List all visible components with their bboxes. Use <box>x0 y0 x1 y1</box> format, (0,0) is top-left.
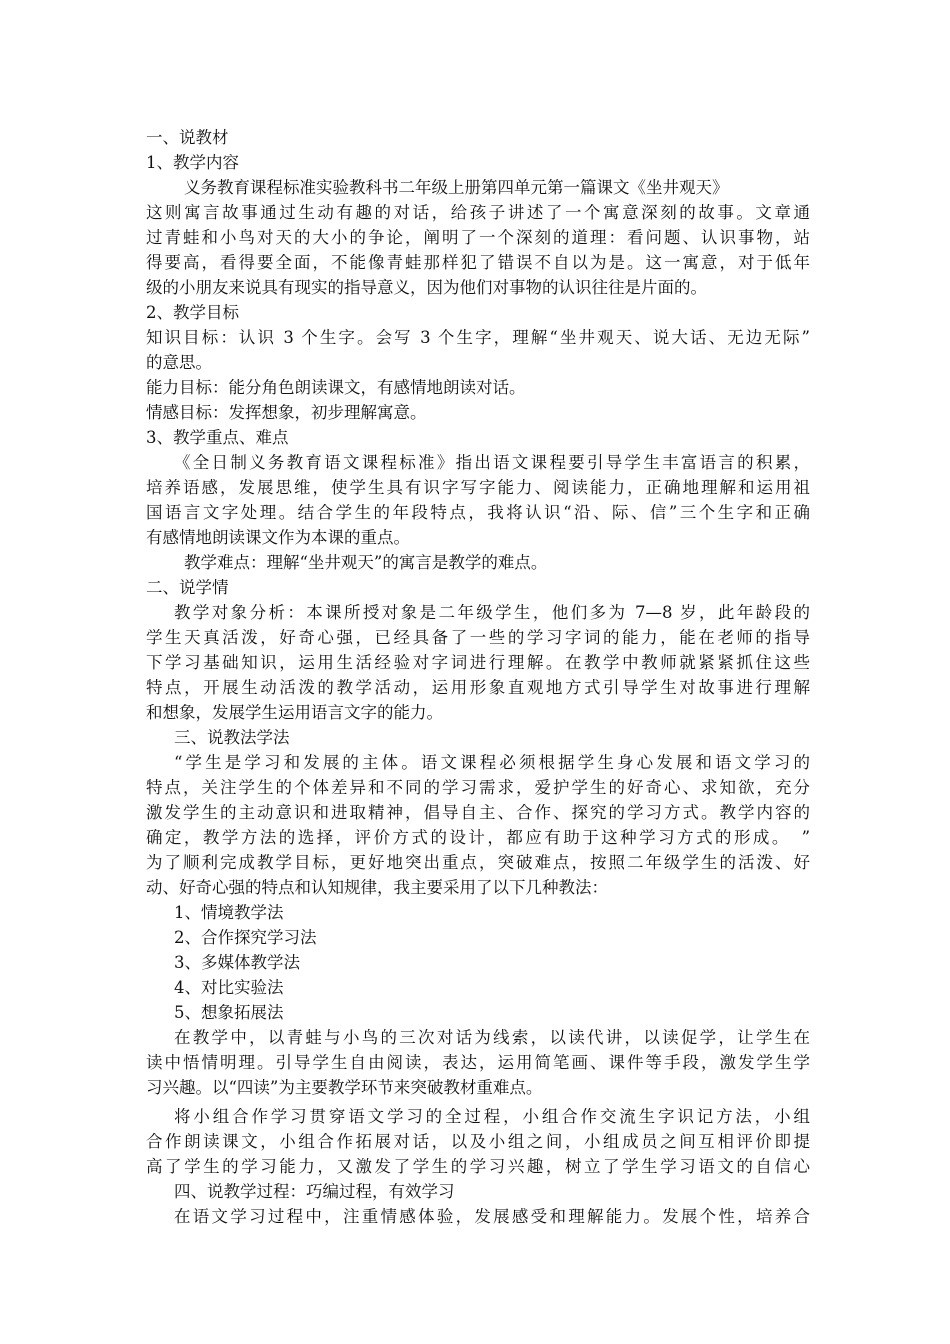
paragraph-line: 为了顺利完成教学目标，更好地突出重点，突破难点，按照二年级学生的活泼、好 <box>146 853 810 872</box>
paragraph-line: 级的小朋友来说具有现实的指导意义，因为他们对事物的认识往往是片面的。 <box>146 278 707 297</box>
section-heading: 一、说教材 <box>146 128 229 147</box>
list-item: 1、情境教学法 <box>174 903 284 922</box>
paragraph-line: 合作朗读课文，小组合作拓展对话，以及小组之间，小组成员之间互相评价即提 <box>146 1132 810 1151</box>
paragraph-line: 教学难点：理解“坐井观天”的寓言是教学的难点。 <box>184 553 548 572</box>
list-item: 4、对比实验法 <box>174 978 284 997</box>
section-heading: 二、说学情 <box>146 578 229 597</box>
subsection-heading: 1、教学内容 <box>146 153 239 172</box>
subsection-heading: 3、教学重点、难点 <box>146 428 289 447</box>
paragraph-line: 确定，教学方法的选择，评价方式的设计，都应有助于这种学习方式的形成。 ” <box>146 828 810 847</box>
list-item: 5、想象拓展法 <box>174 1003 284 1022</box>
paragraph-line: 和想象，发展学生运用语言文字的能力。 <box>146 703 443 722</box>
section-heading: 三、说教法学法 <box>174 728 290 747</box>
paragraph-line: 学生天真活泼，好奇心强，已经具备了一些的学习字词的能力，能在老师的指导 <box>146 628 810 647</box>
paragraph-line: 将小组合作学习贯穿语文学习的全过程，小组合作交流生字识记方法，小组 <box>174 1107 810 1126</box>
paragraph-line: 在教学中，以青蛙与小鸟的三次对话为线索，以读代讲，以读促学，让学生在 <box>174 1028 810 1047</box>
paragraph-line: 义务教育课程标准实验教科书二年级上册第四单元第一篇课文《坐井观天》 <box>184 178 729 197</box>
document-body <box>146 125 810 1229</box>
subsection-heading: 2、教学目标 <box>146 303 239 322</box>
paragraph-line: 知识目标：认识 3 个生字。会写 3 个生字，理解“坐井观天、说大话、无边无际” <box>146 328 810 347</box>
paragraph-line: 动、好奇心强的特点和认知规律，我主要采用了以下几种教法： <box>146 878 608 897</box>
paragraph-line: 过青蛙和小鸟对天的大小的争论，阐明了一个深刻的道理：看问题、认识事物，站 <box>146 228 810 247</box>
section-heading: 四、说教学过程：巧编过程，有效学习 <box>174 1182 455 1201</box>
paragraph-line: 激发学生的主动意识和进取精神，倡导自主、合作、探究的学习方式。教学内容的 <box>146 803 810 822</box>
paragraph-line: 《全日制义务教育语文课程标准》指出语文课程要引导学生丰富语言的积累， <box>174 453 810 472</box>
paragraph-line: 高了学生的学习能力，又激发了学生的学习兴趣，树立了学生学习语文的自信心 <box>146 1157 810 1176</box>
paragraph-line: 得要高，看得要全面，不能像青蛙那样犯了错误不自以为是。这一寓意，对于低年 <box>146 253 810 272</box>
paragraph-line: 有感情地朗读课文作为本课的重点。 <box>146 528 410 547</box>
paragraph-line: 特点，关注学生的个体差异和不同的学习需求，爱护学生的好奇心、求知欲，充分 <box>146 778 810 797</box>
paragraph-line: 的意思。 <box>146 353 212 372</box>
paragraph-line: 读中悟情明理。引导学生自由阅读，表达，运用简笔画、课件等手段，激发学生学 <box>146 1053 810 1072</box>
paragraph-line: 情感目标：发挥想象，初步理解寓意。 <box>146 403 427 422</box>
paragraph-line: 特点，开展生动活泼的教学活动，运用形象直观地方式引导学生对故事进行理解 <box>146 678 810 697</box>
paragraph-line: 在语文学习过程中，注重情感体验，发展感受和理解能力。发展个性，培养合 <box>174 1207 810 1226</box>
paragraph-line: 能力目标：能分角色朗读课文，有感情地朗读对话。 <box>146 378 526 397</box>
paragraph-line: 教学对象分析：本课所授对象是二年级学生，他们多为 7—8 岁，此年龄段的 <box>174 603 810 622</box>
paragraph-line: “学生是学习和发展的主体。语文课程必须根据学生身心发展和语文学习的 <box>174 753 810 772</box>
list-item: 2、合作探究学习法 <box>174 928 317 947</box>
paragraph-line: 这则寓言故事通过生动有趣的对话，给孩子讲述了一个寓意深刻的故事。文章通 <box>146 203 810 222</box>
paragraph-line: 习兴趣。以“四读”为主要教学环节来突破教材重难点。 <box>146 1078 543 1097</box>
paragraph-line: 下学习基础知识，运用生活经验对字词进行理解。在教学中教师就紧紧抓住这些 <box>146 653 810 672</box>
paragraph-line: 培养语感，发展思维，使学生具有识字写字能力、阅读能力，正确地理解和运用祖 <box>146 478 810 497</box>
paragraph-line: 国语言文字处理。结合学生的年段特点，我将认识“沿、际、信”三个生字和正确 <box>146 503 810 522</box>
list-item: 3、多媒体教学法 <box>174 953 300 972</box>
